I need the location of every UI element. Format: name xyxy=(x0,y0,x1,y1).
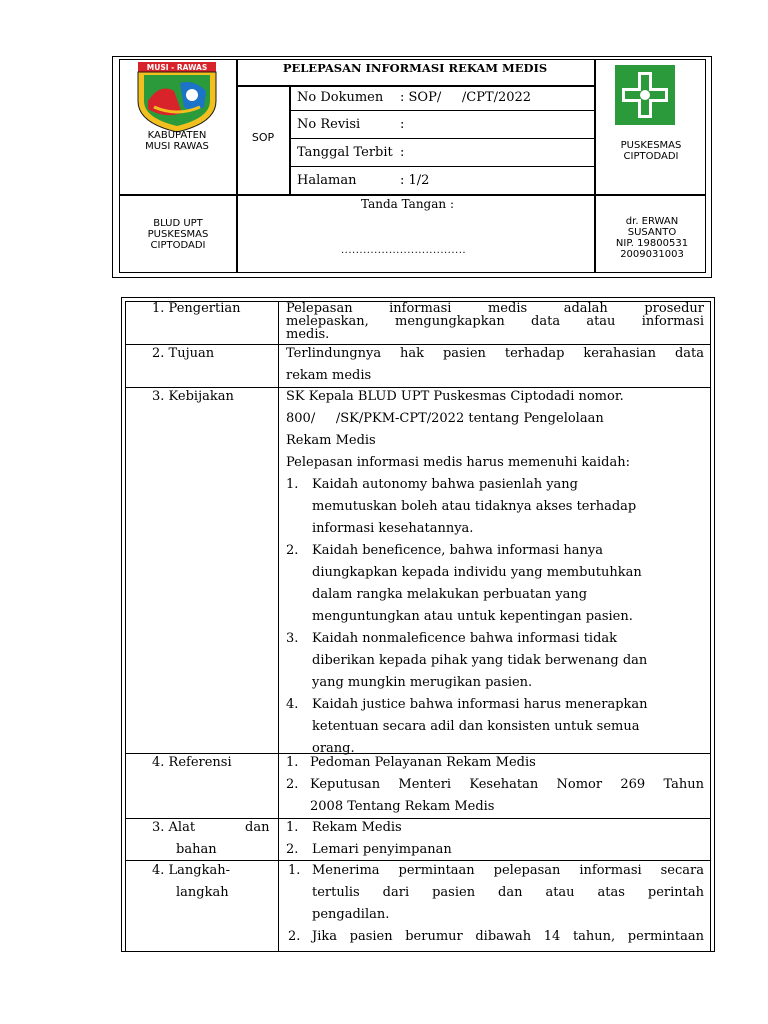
header-divider xyxy=(289,85,291,195)
header-divider xyxy=(289,166,595,167)
alat-label: 3. Alat xyxy=(152,820,196,835)
blud-label: BLUD UPT PUSKESMAS CIPTODADI xyxy=(147,218,209,251)
list-item: 2. Jika pasien berumur dibawah 14 tahun, permintaan xyxy=(288,929,704,944)
kabupaten-label: KABUPATEN MUSI RAWAS xyxy=(145,130,209,152)
referensi-label: 4. Referensi xyxy=(152,755,232,770)
alat-label-dan: dan xyxy=(245,820,270,835)
langkah-label-2: langkah xyxy=(176,885,229,900)
list-item: 2. Kaidah beneficence, bahwa informasi hanya diungkapkan kepada individu yang membutuhkan dalam rangka melakukan perbuatan yang menguntungkan atau untuk kepentingan pasien. xyxy=(286,543,642,624)
puskesmas-logo xyxy=(614,64,676,126)
list-item: 1. Rekam Medis xyxy=(286,820,402,835)
tujuan-label: 2. Tujuan xyxy=(152,346,215,361)
list-item: 1. Kaidah autonomy bahwa pasienlah yang memutuskan boleh atau tidaknya akses terhadap informasi kesehatannya. xyxy=(286,477,637,536)
tujuan-text: Terlindungnya hak pasien terhadap kerahasian data rekam medis xyxy=(286,346,704,383)
list-item: 4. Kaidah justice bahwa informasi harus menerapkan ketentuan secara adil dan konsisten untuk semua orang. xyxy=(286,697,648,756)
musi-rawas-logo xyxy=(134,61,220,133)
signature-label: Tanda Tangan : xyxy=(361,197,454,211)
header-divider xyxy=(119,194,706,196)
no-dokumen-row: No Dokumen xyxy=(297,90,384,105)
pengertian-text: Pelepasan informasi medis adalah prosedur melepaskan, mengungkapkan data atau informasi medis. xyxy=(286,301,704,342)
tanggal-terbit-row: Tanggal Terbit xyxy=(297,145,393,160)
list-item: 1. Menerima permintaan pelepasan informasi secara tertulis dari pasien dan atau atas perintah pengadilan. xyxy=(288,863,704,922)
puskesmas-label: PUSKESMAS CIPTODADI xyxy=(620,140,682,162)
header-divider xyxy=(236,85,595,87)
alat-list xyxy=(286,817,704,861)
signature-line: .................................. xyxy=(341,245,467,256)
alat-label-bahan: bahan xyxy=(176,842,217,857)
no-revisi-value: : xyxy=(400,117,405,132)
header-divider xyxy=(236,59,238,273)
langkah-list xyxy=(288,860,704,948)
list-item: 2. Keputusan Menteri Kesehatan Nomor 269 Tahun 2008 Tentang Rekam Medis xyxy=(286,777,704,814)
halaman-value: : 1/2 xyxy=(400,173,430,188)
list-item: 1. Pedoman Pelayanan Rekam Medis xyxy=(286,755,536,770)
kaidah-list xyxy=(286,474,706,760)
content-divider xyxy=(710,301,711,952)
no-revisi-row: No Revisi xyxy=(297,117,361,132)
pengertian-label: 1. Pengertian xyxy=(152,301,241,316)
list-item: 3. Kaidah nonmaleficence bahwa informasi tidak diberikan kepada pihak yang tidak berwenang dan yang mungkin merugikan pasien. xyxy=(286,631,648,690)
kebijakan-text: SK Kepala BLUD UPT Puskesmas Ciptodadi nomor. 800/ /SK/PKM-CPT/2022 tentang Pengelolaan Rekam Medis Pelepasan informasi medis harus memenuhi kaidah: xyxy=(286,389,631,470)
header-divider xyxy=(289,110,595,111)
logo-banner-text: MUSI - RAWAS xyxy=(146,63,208,72)
tanggal-terbit-value: : xyxy=(400,145,405,160)
kebijakan-label: 3. Kebijakan xyxy=(152,389,234,404)
sop-label: SOP xyxy=(251,131,275,144)
langkah-label: 4. Langkah- xyxy=(152,863,231,878)
content-divider xyxy=(125,301,126,952)
referensi-list xyxy=(286,752,704,818)
halaman-row: Halaman xyxy=(297,173,357,188)
header-divider xyxy=(289,138,595,139)
document-title: PELEPASAN INFORMASI REKAM MEDIS xyxy=(282,61,548,75)
list-item: 2. Lemari penyimpanan xyxy=(286,842,452,857)
content-divider xyxy=(278,301,279,952)
no-dokumen-value: : SOP/ /CPT/2022 xyxy=(400,90,532,105)
signer-block: dr. ERWAN SUSANTO NIP. 19800531 2009031003 xyxy=(615,216,689,260)
